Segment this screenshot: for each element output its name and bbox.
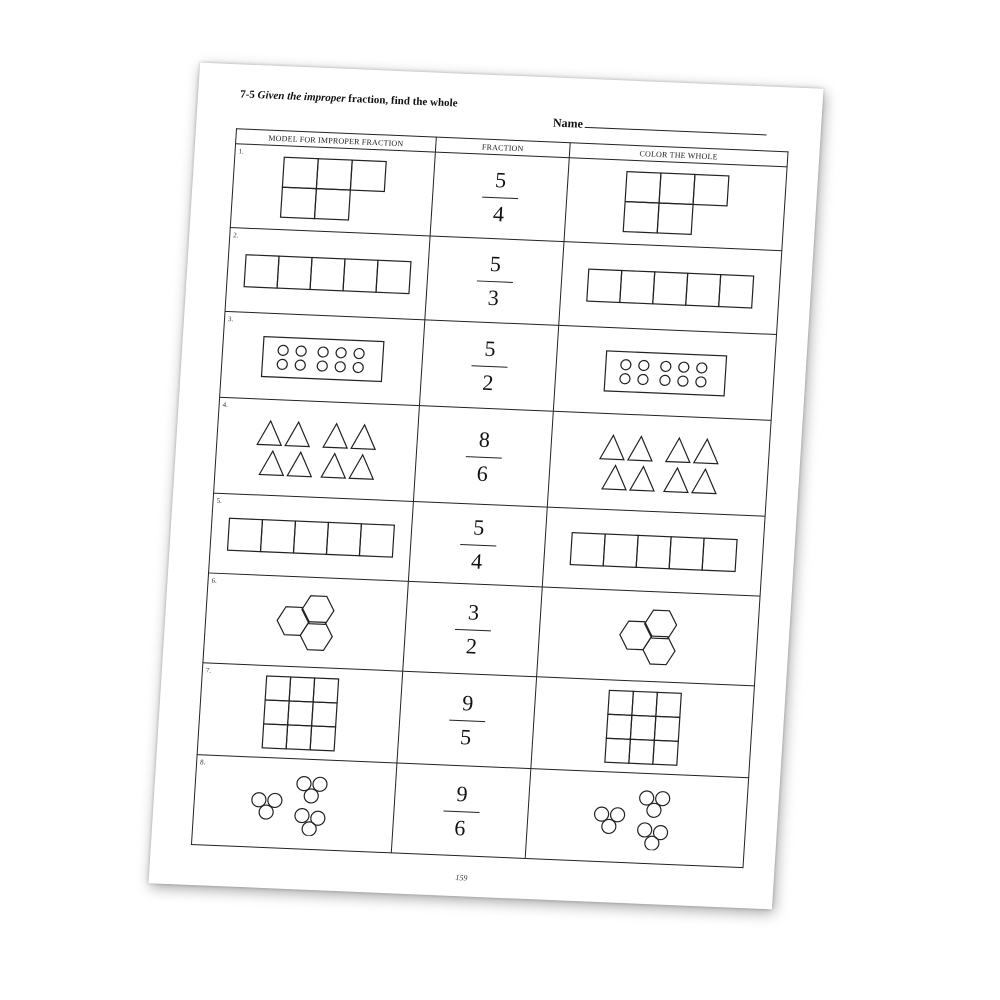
fraction-cell [430, 152, 569, 241]
color-whole-cell[interactable] [559, 242, 782, 335]
squares-row-icon [225, 516, 397, 559]
fraction-cell [403, 581, 543, 676]
squares-row-icon[interactable] [584, 267, 756, 310]
hexagons-icon[interactable] [611, 604, 685, 669]
fraction [441, 782, 480, 839]
fraction [480, 168, 519, 225]
row-number: 7. [205, 666, 212, 675]
triangles-icon[interactable] [593, 430, 725, 497]
header-model: MODEL FOR IMPROPER FRACTION [236, 129, 437, 152]
denominator: 2 [465, 632, 478, 659]
square-grid-icon [258, 673, 343, 752]
page-number: 159 [455, 873, 468, 883]
color-whole-cell[interactable] [537, 587, 760, 686]
title-number: 7-5 [239, 88, 256, 101]
title-rest: fraction, find the whole [347, 92, 458, 110]
row-number: 6. [211, 576, 218, 585]
numerator: 5 [472, 514, 486, 540]
fraction-cell [425, 236, 564, 325]
color-whole-cell[interactable] [553, 325, 776, 420]
color-whole-cell[interactable] [542, 507, 765, 596]
fraction-bar [476, 280, 512, 283]
fraction-bar [465, 456, 501, 459]
fraction [464, 428, 503, 485]
color-whole-cell[interactable] [531, 677, 755, 778]
fraction-bar [443, 810, 479, 813]
fraction-cell [419, 320, 558, 411]
numerator: 5 [494, 166, 508, 193]
row-number: 4. [222, 400, 229, 410]
fraction-bar [454, 628, 490, 631]
worksheet-page [148, 63, 823, 910]
fraction-bar [482, 196, 518, 199]
numerator: 9 [461, 689, 475, 716]
fraction-bar [460, 543, 496, 546]
fraction [475, 252, 514, 309]
circles-in-box-icon[interactable] [602, 348, 729, 397]
squares-row-icon [242, 252, 414, 295]
row-number: 2. [233, 231, 239, 240]
denominator: 5 [459, 723, 473, 750]
fraction [469, 337, 508, 394]
squares-model-icon [276, 155, 390, 225]
squares-model-icon[interactable] [619, 169, 733, 239]
circle-groups-icon[interactable] [587, 785, 687, 851]
fraction-cell [397, 671, 537, 768]
row-number: 3. [227, 315, 234, 324]
squares-row-icon[interactable] [568, 530, 740, 573]
fraction-cell [413, 406, 553, 507]
fraction-cell [408, 501, 547, 586]
circle-groups-icon [244, 771, 344, 837]
model-cell [203, 573, 408, 671]
title-italic-part: Given the improper [257, 89, 346, 105]
header-color-whole: COLOR THE WHOLE [569, 143, 788, 167]
denominator: 2 [481, 369, 495, 395]
model-cell [209, 493, 414, 581]
row-number: 1. [238, 147, 245, 156]
denominator: 4 [492, 200, 505, 226]
name-label: Name [552, 115, 584, 131]
numerator: 5 [483, 335, 497, 361]
fraction-bar [449, 719, 485, 722]
worksheet-title [240, 88, 458, 109]
row-number: 5. [216, 496, 223, 505]
numerator: 5 [489, 250, 502, 276]
numerator: 8 [478, 426, 491, 452]
color-whole-cell[interactable] [564, 158, 787, 251]
worksheet-table [191, 128, 789, 868]
model-cell [220, 311, 425, 405]
fraction-cell [391, 763, 531, 858]
name-blank-line[interactable] [585, 117, 768, 136]
fraction [458, 516, 497, 573]
header-fraction: FRACTION [435, 137, 570, 158]
name-field [552, 115, 767, 139]
triangles-icon [251, 416, 383, 483]
denominator: 4 [470, 547, 484, 574]
model-cell [197, 663, 403, 763]
model-cell [225, 228, 430, 320]
numerator: 3 [467, 598, 480, 625]
fraction [453, 600, 492, 657]
square-grid-icon[interactable] [600, 688, 685, 767]
denominator: 3 [487, 284, 500, 310]
model-cell [230, 144, 435, 236]
numerator: 9 [455, 780, 469, 806]
row-number: 8. [199, 758, 206, 767]
hexagons-icon [269, 590, 343, 655]
fraction-bar [471, 365, 507, 368]
circles-in-box-icon [259, 334, 386, 383]
color-whole-cell[interactable] [547, 411, 771, 516]
denominator: 6 [453, 814, 467, 840]
model-cell [191, 755, 396, 853]
model-cell [214, 397, 420, 501]
color-whole-cell[interactable] [525, 769, 748, 868]
fraction [447, 691, 486, 748]
denominator: 6 [476, 460, 489, 486]
